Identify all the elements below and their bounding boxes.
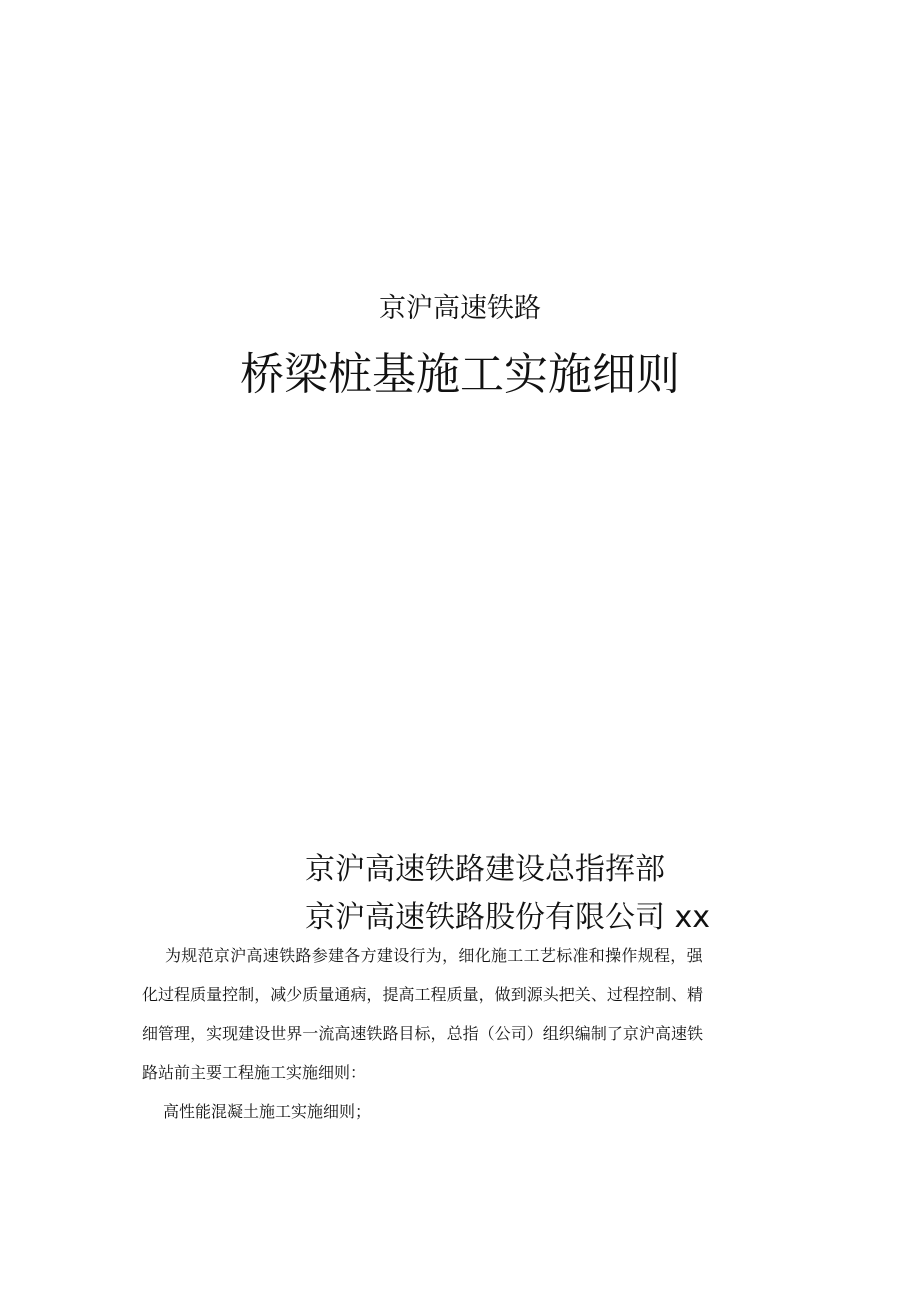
paragraph-line: 路站前主要工程施工实施细则： (142, 1063, 367, 1082)
list-item: 高性能混凝土施工实施细则； (163, 1102, 372, 1121)
paragraph-line: 化过程质量控制，减少质量通病，提高工程质量，做到源头把关、过程控制、精 (142, 985, 704, 1004)
document-title: 桥梁桩基施工实施细则 (240, 349, 680, 400)
issuing-org-2: 京沪高速铁路股份有限公司 xx (305, 900, 711, 935)
paragraph-line: 为规范京沪高速铁路参建各方建设行为，细化施工工艺标准和操作规程，强 (165, 946, 703, 965)
document-subtitle: 京沪高速铁路 (379, 293, 541, 324)
paragraph-line: 细管理，实现建设世界一流高速铁路目标，总指（公司）组织编制了京沪高速铁 (142, 1024, 704, 1043)
issuing-org-1: 京沪高速铁路建设总指挥部 (305, 852, 665, 887)
